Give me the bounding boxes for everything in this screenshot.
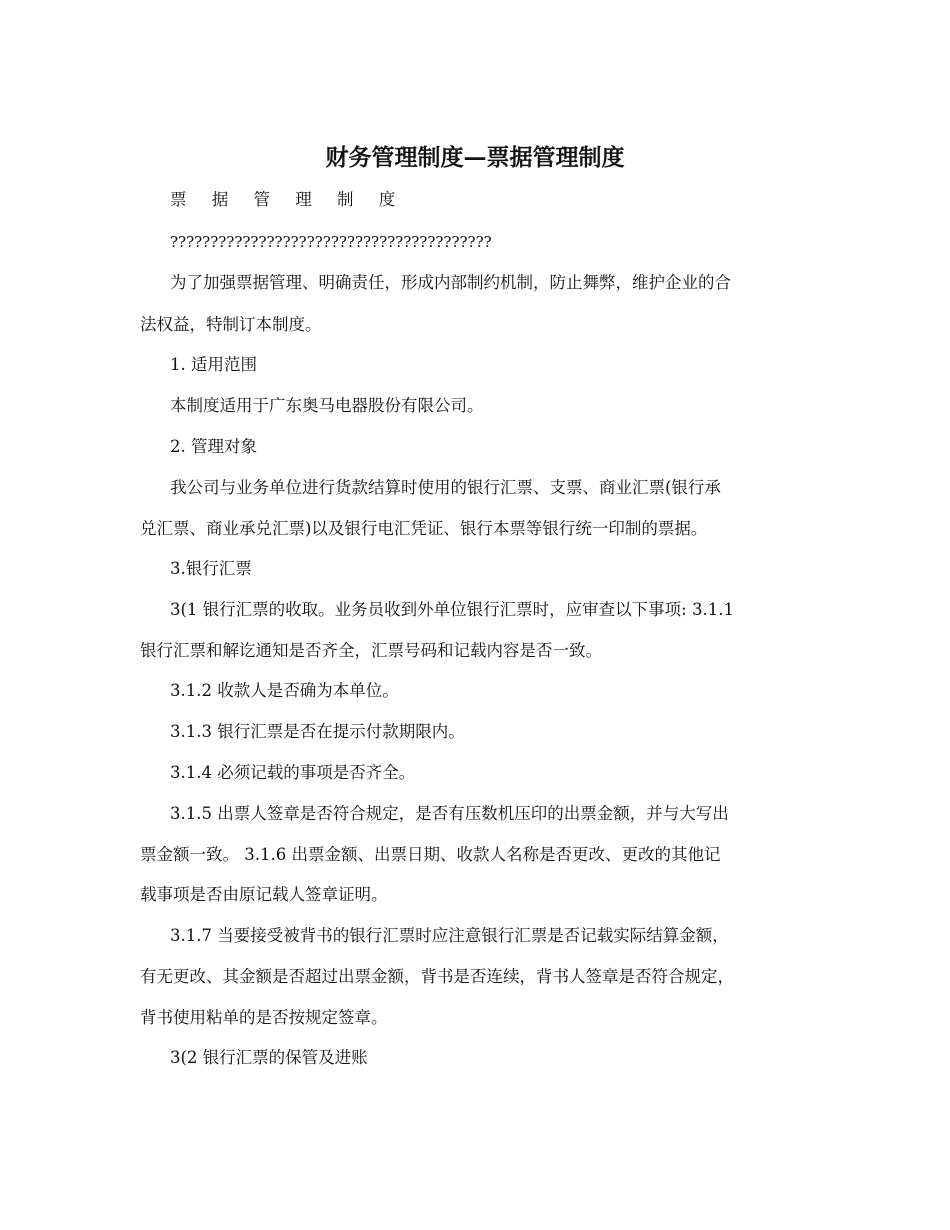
section-2-body-line-2: 兑汇票、商业承兑汇票)以及银行电汇凭证、银行本票等银行统一印制的票据。 [140, 519, 708, 538]
paragraph-3-1-line-1: 3(1 银行汇票的收取。业务员收到外单位银行汇票时，应审查以下事项: 3.1.1 [170, 600, 734, 619]
paragraph-3-2-heading: 3(2 银行汇票的保管及进账 [170, 1048, 368, 1067]
item-3-1-7-line-3: 背书使用粘单的是否按规定签章。 [140, 1008, 388, 1027]
section-2-heading: 2. 管理对象 [170, 437, 257, 456]
section-1-heading: 1. 适用范围 [170, 355, 257, 374]
item-3-1-5-line-1: 3.1.5 出票人签章是否符合规定，是否有压数机压印的出票金额，并与大写出 [170, 804, 729, 823]
document-subtitle: 票 据 管 理 制 度 [170, 190, 406, 209]
item-3-1-3: 3.1.3 银行汇票是否在提示付款期限内。 [170, 722, 465, 741]
section-3-heading: 3.银行汇票 [170, 559, 252, 578]
intro-paragraph-line-2: 法权益，特制订本制度。 [140, 315, 322, 334]
item-3-1-5-line-3: 载事项是否由原记载人签章证明。 [140, 885, 388, 904]
item-3-1-4: 3.1.4 必须记载的事项是否齐全。 [170, 763, 416, 782]
document-title: 财务管理制度—票据管理制度 [325, 144, 625, 171]
section-2-body-line-1: 我公司与业务单位进行货款结算时使用的银行汇票、支票、商业汇票(银行承 [170, 478, 721, 497]
item-3-1-5-line-2: 票金额一致。 3.1.6 出票金额、出票日期、收款人名称是否更改、更改的其他记 [140, 845, 721, 864]
paragraph-3-1-line-2: 银行汇票和解讫通知是否齐全，汇票号码和记载内容是否一致。 [140, 641, 602, 660]
item-3-1-2: 3.1.2 收款人是否确为本单位。 [170, 681, 399, 700]
section-1-body: 本制度适用于广东奥马电器股份有限公司。 [170, 396, 484, 415]
garbled-text-line: ???????????????????????????????????????? [170, 233, 492, 251]
item-3-1-7-line-1: 3.1.7 当要接受被背书的银行汇票时应注意银行汇票是否记载实际结算金额， [170, 926, 729, 945]
intro-paragraph-line-1: 为了加强票据管理、明确责任，形成内部制约机制，防止舞弊，维护企业的合 [170, 273, 731, 292]
item-3-1-7-line-2: 有无更改、其金额是否超过出票金额，背书是否连续，背书人签章是否符合规定， [140, 967, 734, 986]
